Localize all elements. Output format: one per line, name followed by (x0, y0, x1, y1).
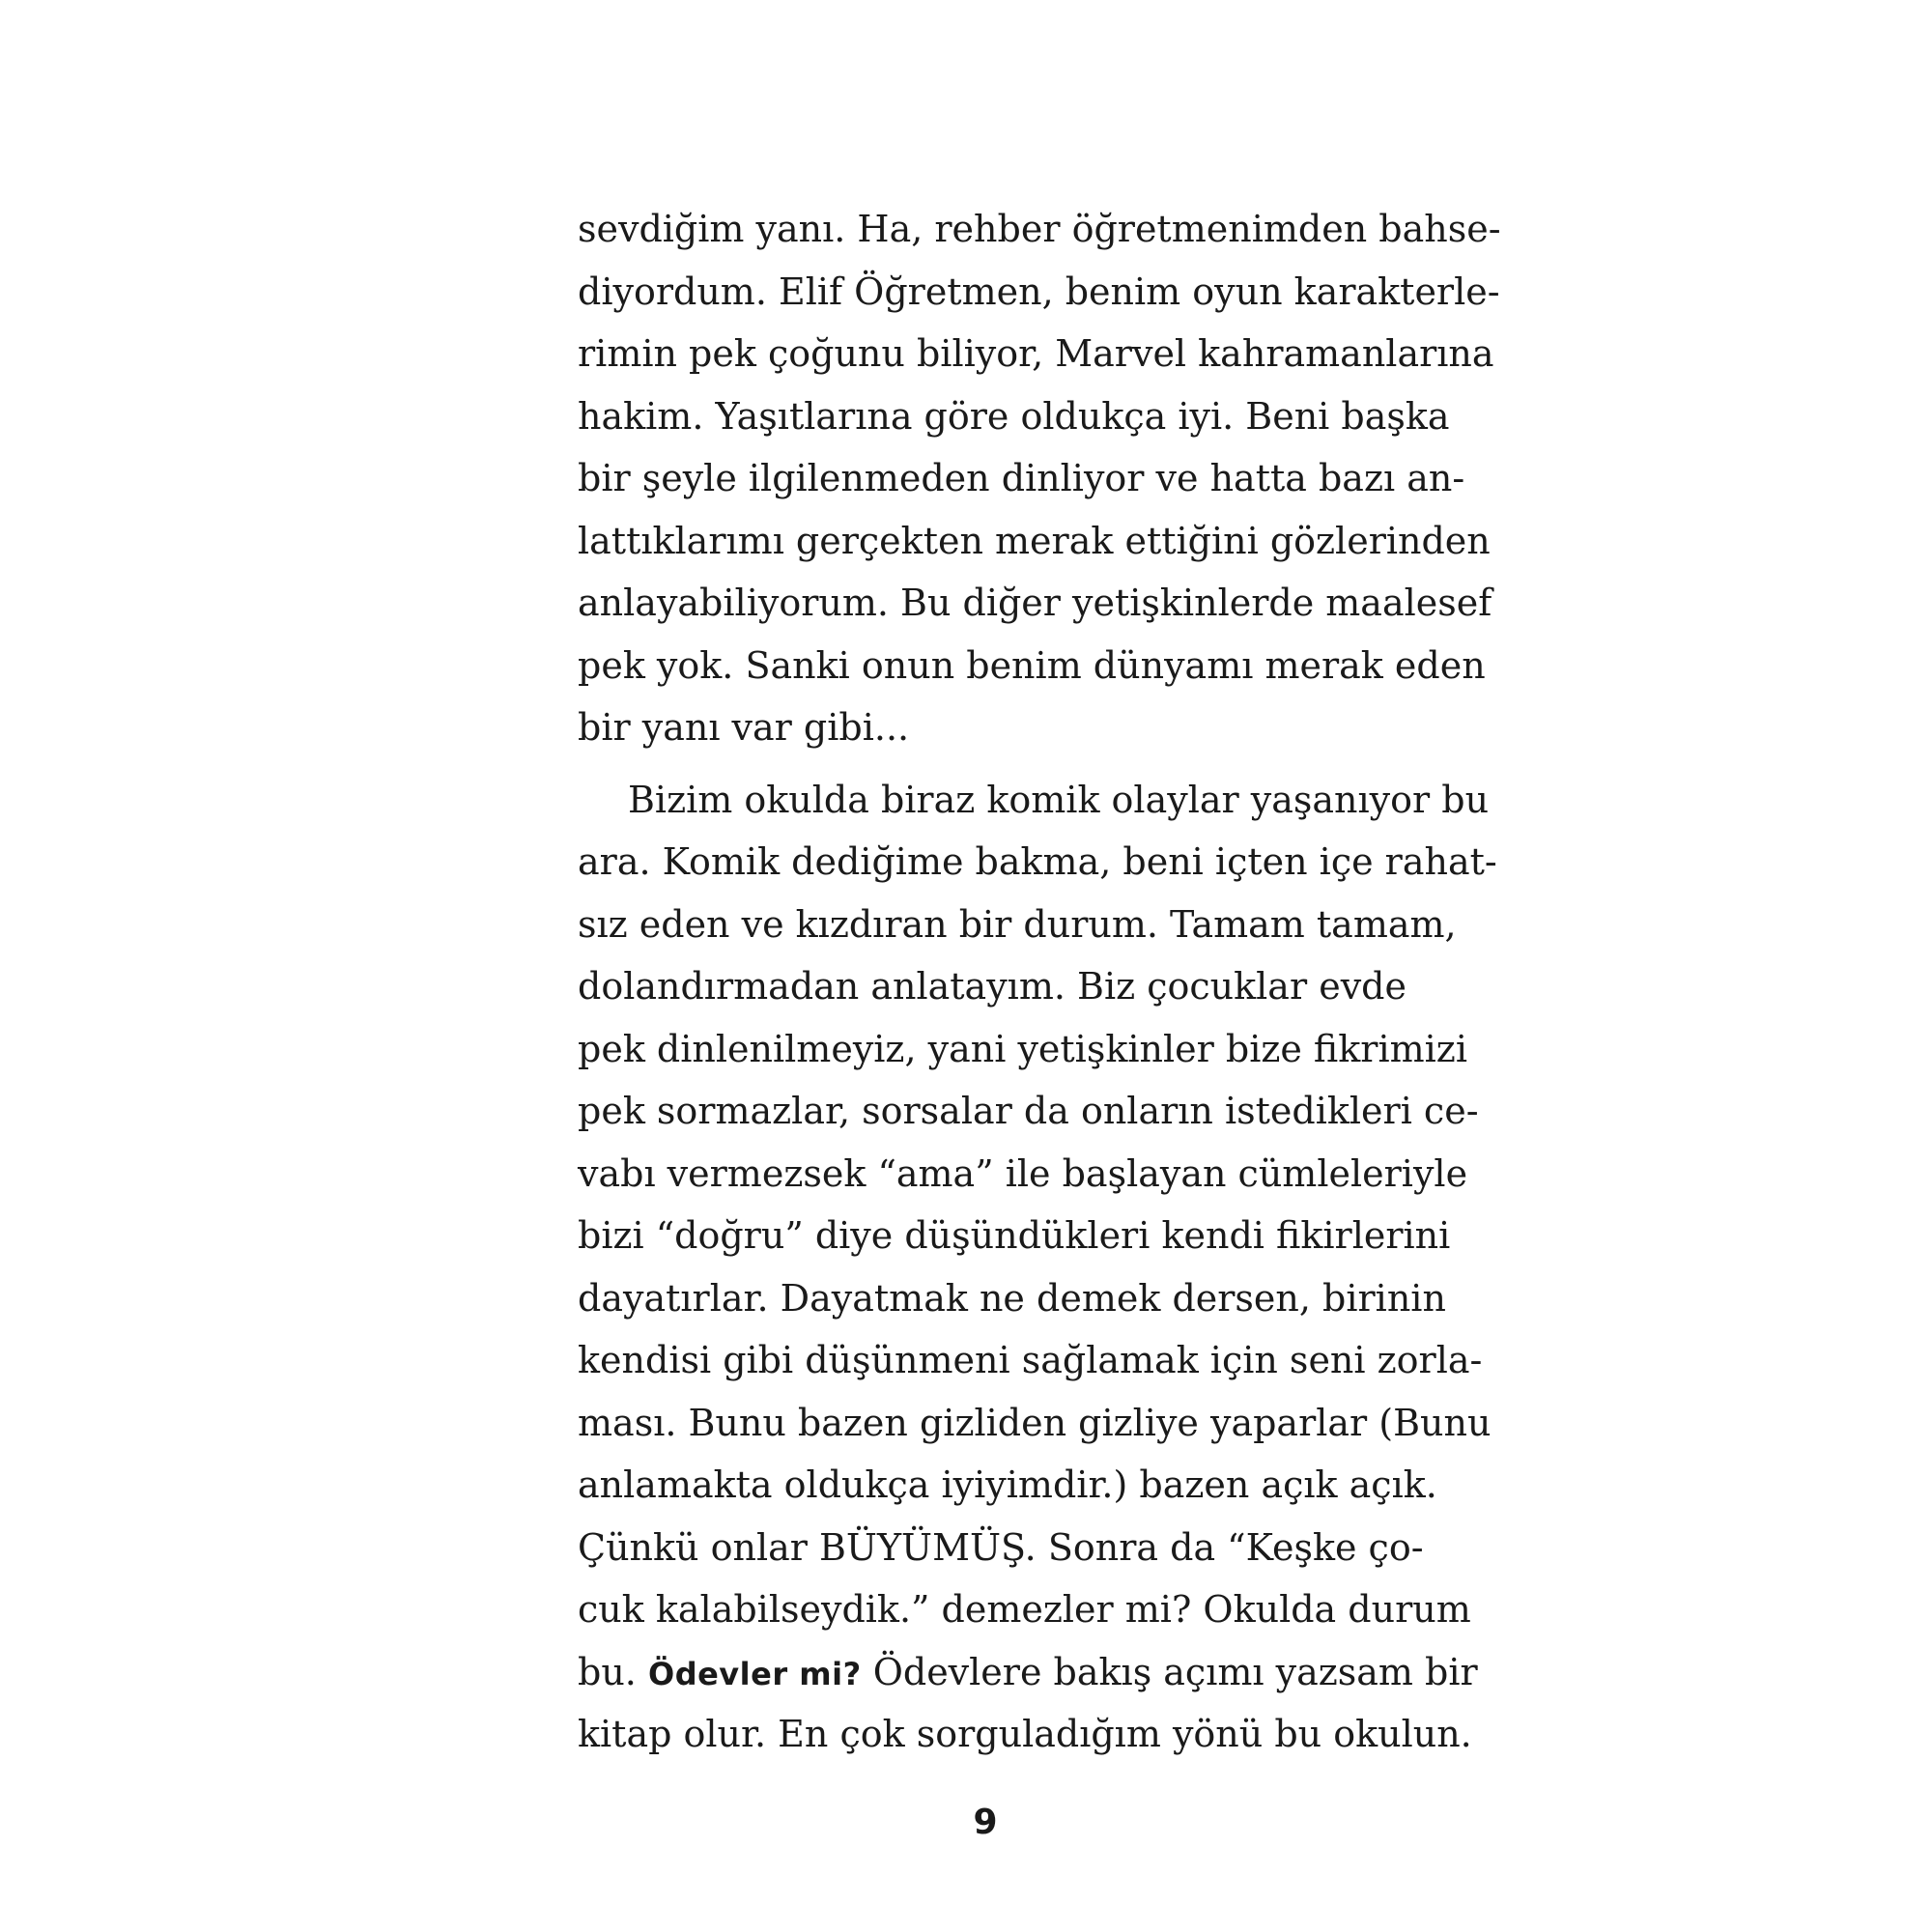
text-line: Çünkü onlar BÜYÜMÜŞ. Sonra da “Keşke ço- (578, 1525, 1424, 1569)
highlighted-phrase: Ödevler mi? (647, 1655, 862, 1692)
text-line: bir yanı var gibi... (578, 706, 910, 749)
text-line: hakim. Yaşıtlarına göre oldukça iyi. Beni başka (578, 394, 1450, 438)
text-line: diyordum. Elif Öğretmen, benim oyun karakterle- (578, 270, 1500, 313)
text-line: kitap olur. En çok sorguladığım yönü bu okulun. (578, 1713, 1472, 1755)
text-line: anlayabiliyorum. Bu diğer yetişkinlerde maalesef (578, 582, 1492, 624)
text-line: vabı vermezsek “ama” ile başlayan cümleleriyle (578, 1151, 1468, 1195)
text-line: sız eden ve kızdıran bir durum. Tamam tamam, (578, 902, 1457, 946)
text-line: anlamakta oldukça iyiyimdir.) bazen açık açık. (578, 1463, 1437, 1506)
text-segment: Ödevlere bakış açımı yazsam bir (872, 1650, 1478, 1693)
text-line: pek sormazlar, sorsalar da onların istedikleri ce- (578, 1090, 1479, 1132)
paragraph-2 (578, 769, 1497, 1766)
text-line-with-highlight (578, 1641, 1478, 1704)
text-line: pek dinlenilmeyiz, yani yetişkinler bize fikrimizi (578, 1027, 1467, 1070)
text-line: ara. Komik dediğime bakma, beni içten içe rahat- (578, 840, 1497, 883)
text-line: dayatırlar. Dayatmak ne demek dersen, birinin (578, 1276, 1446, 1320)
body-text (578, 198, 1501, 1766)
text-line: sevdiğim yanı. Ha, rehber öğretmenimden bahse- (578, 208, 1501, 250)
text-line: kendisi gibi düşünmeni sağlamak için seni zorla- (578, 1339, 1483, 1381)
text-line: ması. Bunu bazen gizliden gizliye yaparlar (Bunu (578, 1401, 1492, 1444)
text-line: bizi “doğru” diye düşündükleri kendi fikirlerini (578, 1214, 1451, 1257)
page-number: 9 (973, 1803, 998, 1842)
text-line: dolandırmadan anlatayım. Biz çocuklar evde (578, 965, 1406, 1008)
text-segment: bu. (578, 1650, 637, 1693)
text-line: Bizim okulda biraz komik olaylar yaşanıyor bu (628, 778, 1490, 821)
paragraph-gap (578, 759, 1395, 769)
text-line: bir şeyle ilgilenmeden dinliyor ve hatta bazı an- (578, 457, 1465, 499)
text-line: pek yok. Sanki onun benim dünyamı merak eden (578, 643, 1486, 687)
paragraph-1 (578, 198, 1501, 759)
text-line: cuk kalabilseydik.” demezler mi? Okulda durum (578, 1588, 1471, 1631)
text-line: lattıklarımı gerçekten merak ettiğini gözlerinden (578, 519, 1491, 562)
text-line: rimin pek çoğunu biliyor, Marvel kahramanlarına (578, 332, 1494, 375)
